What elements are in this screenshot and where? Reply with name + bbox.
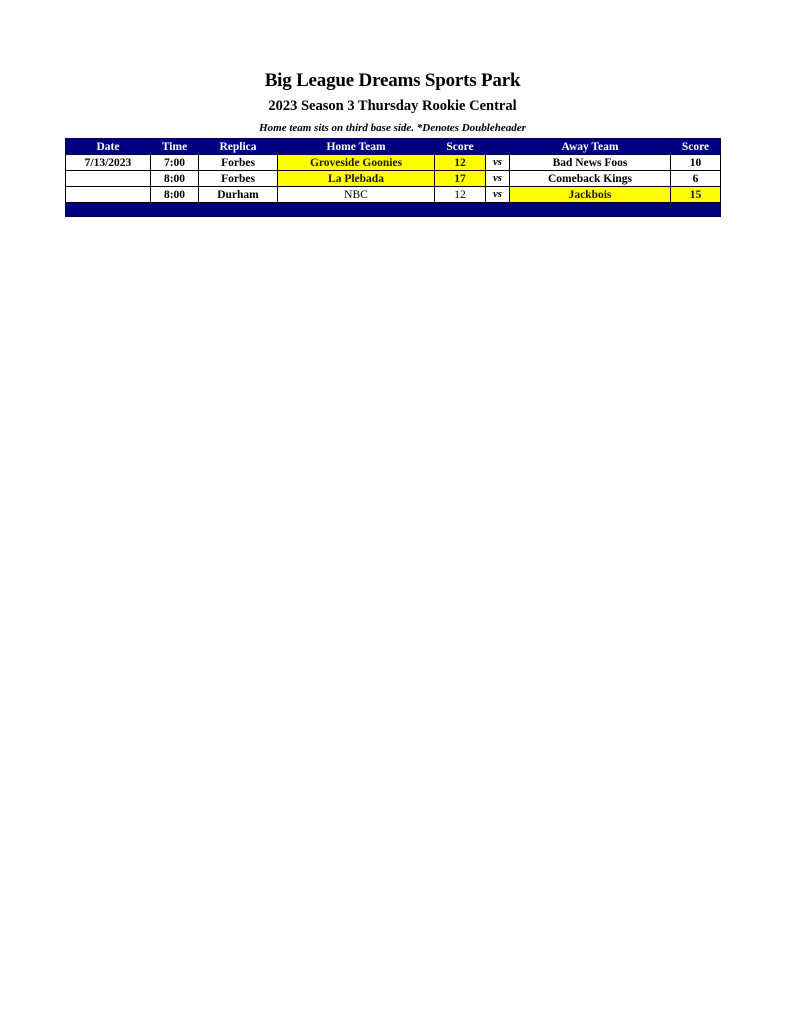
- cell-vs: vs: [486, 187, 510, 203]
- cell-home-score: 17: [435, 171, 486, 187]
- table-footer-bar: [66, 203, 721, 217]
- column-header-time: Time: [151, 139, 199, 155]
- cell-away-team: Jackbois: [510, 187, 671, 203]
- header-row: [66, 139, 721, 155]
- column-header-vs: [486, 139, 510, 155]
- cell-replica: Forbes: [199, 155, 278, 171]
- page-subtitle: 2023 Season 3 Thursday Rookie Central: [268, 98, 517, 114]
- cell-vs: vs: [486, 155, 510, 171]
- column-header-date: Date: [66, 139, 151, 155]
- column-header-away-team: Away Team: [510, 139, 671, 155]
- schedule-table: [65, 138, 721, 217]
- cell-away-score: 10: [671, 155, 721, 171]
- cell-away-team: Comeback Kings: [510, 171, 671, 187]
- cell-away-score: 15: [671, 187, 721, 203]
- cell-vs: vs: [486, 171, 510, 187]
- cell-time: 8:00: [151, 171, 199, 187]
- column-header-replica: Replica: [199, 139, 278, 155]
- cell-home-team: NBC: [278, 187, 435, 203]
- cell-away-team: Bad News Foos: [510, 155, 671, 171]
- table-row: [66, 187, 721, 203]
- column-header-home-score: Score: [435, 139, 486, 155]
- cell-date: 7/13/2023: [66, 155, 151, 171]
- column-header-away-score: Score: [671, 139, 721, 155]
- cell-replica: Forbes: [199, 171, 278, 187]
- cell-away-score: 6: [671, 171, 721, 187]
- cell-replica: Durham: [199, 187, 278, 203]
- cell-home-score: 12: [435, 187, 486, 203]
- table-row: [66, 155, 721, 171]
- cell-time: 8:00: [151, 187, 199, 203]
- cell-date: [66, 187, 151, 203]
- schedule-note: Home team sits on third base side. *Denotes Doubleheader: [259, 122, 526, 134]
- column-header-home-team: Home Team: [278, 139, 435, 155]
- cell-home-team: Groveside Goonies: [278, 155, 435, 171]
- cell-date: [66, 171, 151, 187]
- cell-home-score: 12: [435, 155, 486, 171]
- cell-time: 7:00: [151, 155, 199, 171]
- cell-home-team: La Plebada: [278, 171, 435, 187]
- table-row: [66, 171, 721, 187]
- page-title: Big League Dreams Sports Park: [264, 70, 521, 91]
